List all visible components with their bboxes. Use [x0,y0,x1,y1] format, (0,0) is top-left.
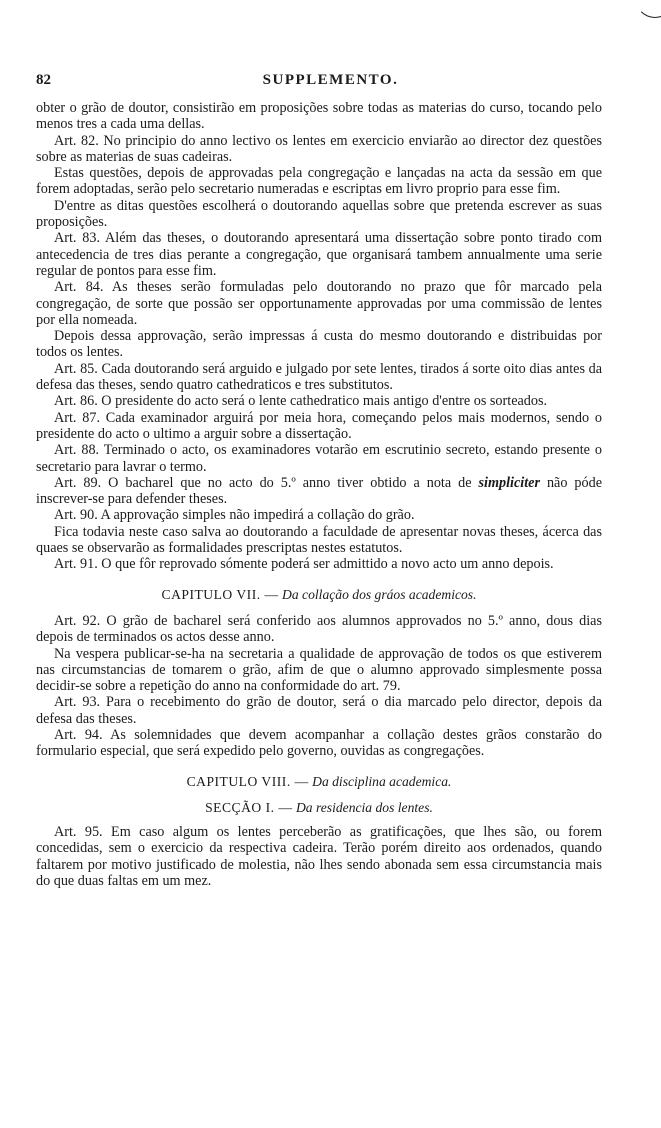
paragraph: Estas questões, depois de approvadas pela congregação e lançadas na acta da sessão em que forem adoptadas, serão pelo secretario numeradas e escriptas em livro proprio para esse fim. [36,165,602,198]
page-corner-mark [635,0,661,18]
paragraph: Art. 85. Cada doutorando será arguido e julgado por sete lentes, tirados á sorte oito dias antes da defesa das theses, sendo quatro cathedraticos e tres substitutos. [36,360,602,394]
paragraph: Art. 88. Terminado o acto, os examinadores votarão em escrutinio secreto, estando presente o secretario para lavrar o termo. [36,442,602,475]
paragraph: Art. 93. Para o recebimento do grão de doutor, será o dia marcado pelo director, depois da defesa das theses. [36,694,602,727]
chapter-vii-heading [36,587,602,603]
paragraph-block-1 [36,100,602,573]
paragraph: D'entre as ditas questões escolherá o doutorando aquellas sobre que pretenda escrever as suas proposições. [36,197,602,231]
paragraph: Art. 90. A approvação simples não impedirá a collação do grão. [54,507,415,524]
section-i-heading [36,800,602,816]
italic-term: simpliciter [478,474,540,491]
page-body [36,100,602,889]
chapter-vii-label: CAPITULO VII. — [161,586,279,602]
paragraph: obter o grão de doutor, consistirão em proposições sobre todas as materias do curso, tocando pelo menos tres a cada uma dellas. [36,100,602,133]
paragraph-text: Art. 89. O bacharel que no acto do 5.º anno tiver obtido a nota de [54,474,479,491]
paragraph: Art. 87. Cada examinador arguirá por meia hora, começando pelos mais modernos, sendo o presidente do acto o ultimo a arguir sobre a dissertação. [36,409,602,442]
paragraph: Art. 92. O grão de bacharel será conferido aos alumnos approvados no 5.º anno, dous dias depois de terminados os actos desse anno. [36,612,602,646]
paragraph: Art. 83. Além das theses, o doutorando apresentará uma dissertação sobre ponto tirado com antecedencia de tres dias perante a congregação, que organisará tambem annualmente uma serie regular de pontos para esse fim. [36,230,602,279]
paragraph: Art. 94. As solemnidades que devem acompanhar a collação destes grãos constarão do formulario especial, que será expedido pelo governo, ouvidas as congregações. [36,726,602,760]
paragraph: Na vespera publicar-se-ha na secretaria a qualidade de approvação de todos os que estiverem nas circumstancias de tomarem o grão, afim de que o alumno approvado simplesmente possa decidir-se sobre a repetição do anno na conformidade do art. 79. [36,645,602,695]
paragraph: Art. 84. As theses serão formuladas pelo doutorando no prazo que fôr marcado pela congregação, de sorte que possão ser opportunamente approvadas por uma commissão de lentes por ella nomeada. [36,279,602,328]
paragraph-text: não póde inscrever-se para defender theses. [36,474,602,508]
paragraph: Fica todavia neste caso salva ao doutorando a faculdade de apresentar novas theses, ácerca das quaes se observarão as formalidades prescriptas nestes estatutos. [36,523,602,557]
paragraph: Art. 86. O presidente do acto será o lente cathedratico mais antigo d'entre os sorteados. [54,393,548,410]
paragraph: Art. 82. No principio do anno lectivo os lentes em exercicio enviarão ao director dez questões sobre as materias de suas cadeiras. [36,132,602,165]
paragraph: Depois dessa approvação, serão impressas á custa do mesmo doutorando e distribuidas por todos os lentes. [36,328,602,361]
page-header [36,70,625,92]
running-title: SUPPLEMENTO. [262,72,399,88]
page-number: 82 [36,72,51,88]
chapter-viii-label: CAPITULO VIII. — [186,773,309,789]
chapter-viii-heading [36,774,602,790]
paragraph [36,475,602,508]
paragraph: Art. 95. Em caso algum os lentes perceberão as gratificações, que lhes são, ou forem concedidas, sem o exercicio da respectiva cadeira. Terão porém direito aos ordenados, quando faltarem por motivo justificado de molestia, não lhes sendo abonada sem essa circumstancia mais do que duas faltas em um mez. [36,824,602,890]
paragraph: Art. 91. O que fôr reprovado sómente poderá ser admittido a novo acto um anno depois. [54,556,554,573]
chapter-vii-title: Da collação dos gráos academicos. [282,586,477,602]
section-i-title: Da residencia dos lentes. [295,799,433,815]
section-i-label: SECÇÃO I. — [205,799,293,815]
paragraph-block-3 [36,824,602,889]
chapter-viii-title: Da disciplina academica. [312,773,452,789]
paragraph-block-2 [36,613,602,760]
